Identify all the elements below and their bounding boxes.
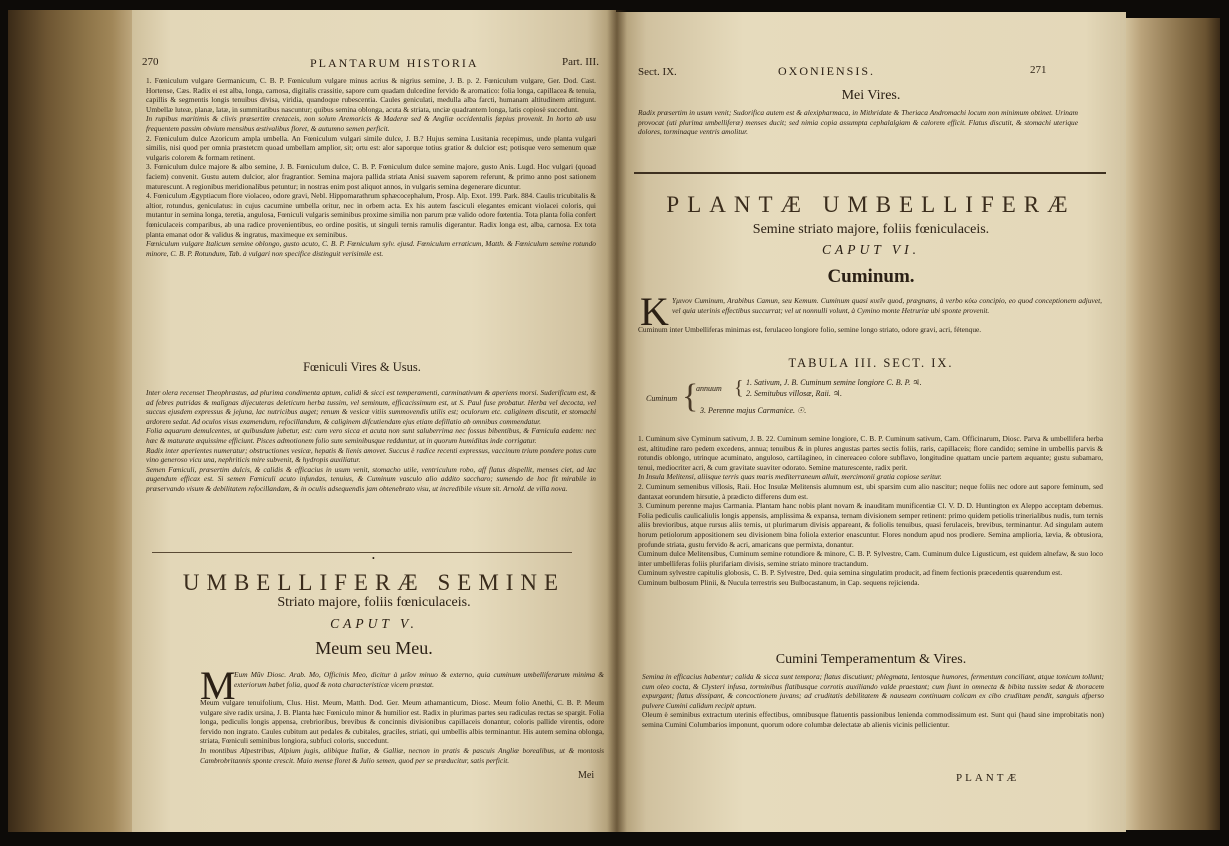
text-block-cuminum-species [638,434,1103,588]
catchword: PLANTÆ [956,772,1020,784]
paragraph: Semen Fœniculi, præsertim dulcis, & calidis & efficacius in usum venit, stomacho utile, ventriculum robo, aff flatus dispellit, menses ciet, ad lac augendum efficax est. Si semen Fœniculi acuto infundas, tenuius, & Cuminum vasculo alio addito saccharo; sumendo de hoc fit mirabile in præservando visum & debilitatem refocillandam, & in oculis adsequendis jam obtenebrato visu, ut incredibile visum sit. Arnold. de villa nova. [146,464,596,493]
page-number: 270 [142,56,159,68]
caput-heading: CAPUT V. [330,616,418,631]
paragraph: Cuminum bulbosum Plinii, & Nucula terrestris seu Bulbocastanum, in Cap. sequens rejicienda. [638,577,920,587]
paragraph: 3. Fœniculum dulce majore & albo semine, J. B. Fœniculum dulce, C. B. P. Fœniculum dulce semine majore, gusto Anis. Lugd. Hoc vulgari (quoad faciem) convenit. Gustu autem dulcior, alor fragrantior. Semina majora pallida striata Anisi suavem saporem referunt, & primo anno post sationem maturescunt. A regionibus meridionalibus petuntur; in nostras enim post aliquot annos, in vulgaris semina degenerare dicuntur. [146,162,596,191]
chapter-title: PLANTÆ UMBELLIFERÆ [666,192,1076,217]
part-label: Part. III. [562,56,599,68]
paragraph: Fœniculum vulgare Italicum semine oblongo, gusto acuto, C. B. P. Fœniculum sylv. ejusd. Fœniculum erraticum, Matth. & Fœniculum semine rotundo minore, C. B. P. Rotundum, Tab. à vulgari non specifice distinguit verisimile est. [146,239,596,258]
plant-title: Meum seu Meu. [315,638,433,658]
paragraph: 4. Fœniculum Ægyptiacum flore violaceo, odore gravi, Nebl. Hippomarathrum sphæcocephalum, Prosp. Alp. Exot. 199. Park. 884. Caulis tricubitalis & altior, rotundus, geniculatus: in cujus cacumine umbella oritur, nec in orbem acta. Ex his autem fasciculi elegantes emicant violacei coloris, qui mutantur in semina longa, teretia, angulosa, Fœniculi vulgaris seminibus proxime similia non parum præ valido odore fœtentia. Tota planta folia confert fœniculaceis comparibus, ab una radice provenientibus, eo ordine positis, ut singuli ternis ramulis digerantur. Radix longa est, alba, carnosa. Ex tota planta emanat odor & validus & ingratus, maximeque ex seminibus. [146,191,596,239]
paragraph: 2. Cuminum semenibus villosis, Raii. Hoc Insulæ Melitensis alumnum est, ubi sparsim cum alio nascitur; neque foliis nec odore aut sapore feminum, sed dantaxat eorundem hirsutie, à prædicto differens dum est. [638,481,1103,501]
right-page [616,12,1126,832]
brace-icon: { [682,378,699,415]
paragraph: Inter olera recenset Theophrastus, ad plurima condimenta aptum, calidi & sicci est temperamenti, carminativum & aperiens morsi. Suderificum est, & ad febres putridas & malignas dijecuteras deleticum herba tussim, vel seminum, efficacissimum est, ut S. Paul fuse probatur. Herba vel decocta, vel succus ejusdem expressus & jejuna, lac nutricibus auget; renum & vesicæ vitiis summovendis utilis est; oculorum etc. caliginem discutit, et stomachi ardorem sedat. Ad oculos visus examendum, refocillandum, & caliginem difcutiendam ejus etiam defillatio ab omnibus commendatur. [146,388,596,426]
book-edge-right [1122,18,1220,830]
text-block-vires [146,388,596,494]
paragraph: Eum Mūv Diosc. Arab. Mo, Officinis Meo, dicitur à μεῖον minuo & externo, quia cuminum umbelliferarum minima & exteriorum habet folia, quod & nota characteristicæ vicem præstat. [234,670,604,689]
chapter-title: UMBELLIFERÆ SEMINE [182,570,566,595]
plant-title: Cuminum. [827,266,915,287]
ornament: • [372,554,375,563]
section-heading: Mei Vires. [841,88,901,103]
paragraph: Semina in efficacius habentur; calida & sicca sunt tempora; flatus discutiunt; phlegmata, lentosque humores, fermentum conciliant, atque tonicum tollunt; cum oleo cocta, & Clysteri infusa, torminibus flatibusque corrotis auxiliando valde praestant; cum fiunt in omnecta & bibita tussim sedat & thoracem expurgant; flatus dissipant, & concoctionem juvans; ad cruditatis debilitatem & nauseam continuam colicam ex cibo cruditam pendit, sanguis afperso pulvere Cumini calidum recipit aptum. [642,672,1104,710]
divider [634,172,1106,174]
page-number: 271 [1030,64,1047,76]
paragraph: Folia aquarum demulcentes, ut quibusdam jubetur, est: cum vero sicca et acuta non sunt saluberrima nec fossus bibentibus, & Fœnicula eadem: nec hæc & maturate æquissime efficiunt. Pisces admotionem folio sum seminibusque redduntur, ut in quorum humiditas inde corrigatur. [146,426,596,445]
left-page [132,10,616,832]
drop-cap: M [200,663,236,708]
paragraph: In rupibus maritimis & clivis præsertim cretaceis, non solum Aremoricis & Maderæ sed & Angliæ occidentalis fæpius provenit. In horto ab usu frequentem passim obvium mensibus æstivalibus floret, & autumno semen perficit. [146,114,596,133]
paragraph: Cuminum sylvestre capitulis globosis, C. B. P. Sylvestre, Ded. quia semina singulatim producit, ad finem fectionis præcedentis quærendum est. [638,568,1063,578]
paragraph: 1. Fœniculum vulgare Germanicum, C. B. P. Fœniculum vulgare minus acrius & nigrius semine, J. B. p. 2. Fœniculum vulgare, Ger. Dod. Cast. Hortense, Cæs. Radix ei est alba, longa, carnosa, digitalis crassitie, sapore cum quadam dulcedine fervido & aromatico: folia longa, capillacea & tenuia, capillis & segmentis longis tenuibus divisa, viridia, quandoque rubescentia. Caules geniculati, medulla alba farcti, humanam altitudinem attingunt. Umbellæ luteæ, planæ, latæ, in summitatibus nascuntur; quibus semina oblonga, acuta & striata, unciæ quadrantem longa, latis copiosè succedunt. [146,76,596,114]
table-heading: TABULA III. SECT. IX. [788,356,954,370]
divider [152,552,572,553]
table-genus: Cuminum [646,394,678,403]
classification-table [644,378,1084,424]
text-block-cuminum-intro: Yμινον Cuminum, Arabibus Camun, seu Kemum. Cuminum quasi κυεῖν quod, prægnans, à verbo κύω concipio, eo quod conceptionem adjuvet, vel quia uterinis effectibus succurrat; vel ut nonnulli volunt, à Cymino monte Hetruriæ ubi sponte provenit. [672,296,1102,315]
section-label: Sect. IX. [638,66,677,78]
paragraph: Radix inter aperientes numeratur; obstructiones vesicæ, hepatis & lienis amovet. Succus è radice recenti expressus, vaccinum trium pondere potus cum vino generoso vicu una, nephriticis mire subvenit, & hydropis auxiliatur. [146,445,596,465]
table-item: 1. Sativum, J. B. Cuminum semine longiore C. B. P. ♃. [746,378,922,387]
paragraph: 1. Cuminum sive Cyminum sativum, J. B. 22. Cuminum semine longiore, C. B. P. Cuminum sativum, Cam. Officinarum, Diosc. Parva & umbellifera herba est, altitudine raro pedem excedens, annua; tenuibus & in plures angustas partes sectis foliis, raris, capillaceis; flore candido; semine in umbellis parvis & rotundis oblongo, utrinque acuminato, anguloso, cartilagineo, in cinereaceo colore subflavo, longitudine quattam uncie partem æquante; gustu subamaro, tenui, mediocriter acri, & cum gravitate suaviter odorato. Semine maturescente, radix perit. [638,434,1103,472]
text-block-cuminum: Cuminum inter Umbelliferas minimas est, ferulaceo longiore folio, semine longo striato, odore gravi, acri, fétenque. [638,325,982,334]
brace-icon: { [734,377,744,399]
text-block-fœniculum [146,76,596,258]
caput-heading: CAPUT VI. [821,242,920,257]
running-head: OXONIENSIS. [778,64,875,78]
text-block-meum [200,698,604,765]
book-gutter [607,10,627,832]
text-block-meum-intro [234,670,604,689]
table-group: annuum [696,384,722,393]
chapter-subtitle: Striato majore, foliis fœniculaceis. [277,595,471,610]
paragraph: Cuminum dulce Melitensibus, Cuminum semine rotundiore & minore, C. B. P. Sylvestre, Cam. Cuminum dulce Ligusticum, est quidem alnefaw, & suo loco inter umbelliferas foliis plurifariam divisis, semine striato minore tractandum. [638,549,1103,568]
text-block-cumini-vires [642,672,1104,730]
text-block-mei-vires: Radix præsertim in usum venit; Sudorifica autem est & alexipharmaca, in Mithridate & Theriaca Andromachi locum non minimum obtinet. Urinam provocat (uti plurima umbelliferæ) menses ducit; sed nimia copia assumpta cephalalgiam & calorem efficit. Flatus discutit, & stomachi uterique dolores, torminaque ventris amolitur. [638,108,1078,137]
chapter-subtitle: Semine striato majore, foliis fœniculaceis. [752,222,990,237]
catchword: Mei [578,770,595,781]
section-heading: Fœniculi Vires & Usus. [303,360,421,374]
section-heading: Cumini Temperamentum & Vires. [775,652,967,667]
paragraph: Meum vulgare tenuifolium, Clus. Hist. Meum, Matth. Dod. Ger. Meum athamanticum, Diosc. Meum folio Anethi, C. B. P. Meum vulgare sive radix ursina, J. B. Planta hæc Fœniculo minor & humilior est. Radix in plurimas partes seu radiculas rectas se spargit. Folia longa, pediculis longis appensa, crebrioribus, brevibus & concinnis divisionibus capillaceis donantur, coloris pallide virentis, odore fervido non ingrato. Caules cubitum aut pedales & cubitales, graciles, striati, qui umbellis albis terminantur. His autem semina oblonga, striata, Fœniculi seminibus longiora, subfuci coloris, succedunt. [200,698,604,746]
table-item: 2. Semitubus villosæ, Raii. ♃. [746,389,843,398]
drop-cap: K [640,289,669,334]
paragraph: In montibus Alpestribus, Alpium jugis, alibique Italiæ, & Galliæ, necnon in pratis & pascuis Angliæ borealibus, ut & montosis Cambrobritannis sponte crescit. Maio mense floret & Julio semen, quod per se præducitur, satis perficit. [200,745,604,765]
running-head: PLANTARUM HISTORIA [310,56,479,70]
paragraph: 2. Fœniculum dulce Azoricum ampla umbella. An Fœniculum vulgari simile dulce, J. B.? Hujus semina Lusitania recepimus, unde planta vulgari similis, nisi quod per omnia præstetcm quoad umbellam amplior, sit; ortu est: alor saporque totius gratior & dulcior est; potisque vero semenum quæ vulgaris colorem & formam retinent. [146,133,596,162]
book-edge-left [8,10,138,832]
paragraph: 3. Cuminum perenne majus Carmania. Plantam hanc nobis plant novam & inauditam munificentiæ Cl. V. D. D. Huntington ex Aleppo acceptam debemus. Folia pediculis caulicaliulis longis appensis, amplissima & expansa, ternam divisionem semper retinent: primo quidem petiolis trinerialibus nudis, tum ternis aliis brevioribus, atque rursus aliis ternis, ut plurimarum divisis appareant, & foliolis tenuibus, quasi ferulaceis, brevibus, terminantur. Ad singulam autem horum petiolorum appositionem seu divisionem bina foliola exterior enascuntur. Flores nondum apud nos prodiere. Semina amplioria, lævia, & obtusiora, profunde striata, gustu fervido & acri, amaricans que permixta, donantur. [638,501,1103,549]
table-item: 3. Perenne majus Carmanice. ☉. [700,406,807,415]
paragraph: Oleum è seminibus extractum uterinis effectibus, omnibusque flatuentis passionibus lenienda commodissimum est. Sunt qui (haud sine improbitatis non) semina Cumini Columbarios imponunt, quorum odore columbæ delectatæ ab alienis vicinis pellicientur. [642,710,1104,729]
paragraph: In Insula Melitensi, aliisque terris quas maris mediterraneum alluit, mercimonii gratia copiose seritur. [638,472,942,482]
